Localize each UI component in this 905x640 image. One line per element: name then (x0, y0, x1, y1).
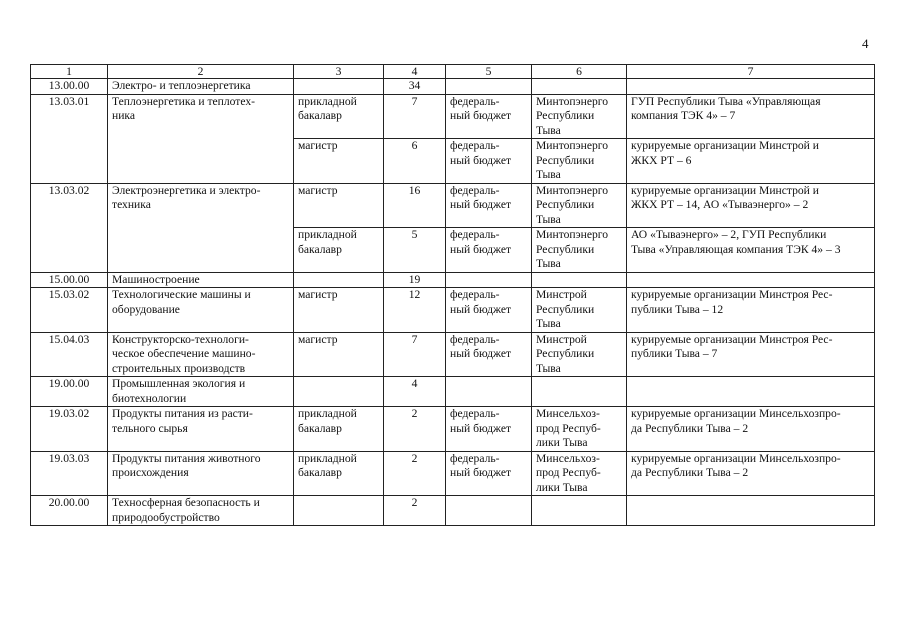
specialty-name-cell: Промышленная экология и биотехнологии (108, 377, 294, 407)
specialty-name-cell: Технологические машины и оборудование (108, 288, 294, 333)
specialty-name-cell: Теплоэнергетика и теплотех- ника (108, 94, 294, 183)
specialty-code-cell: 20.00.00 (31, 496, 108, 526)
qualification-level-cell: магистр (294, 332, 384, 377)
qualification-level-cell: магистр (294, 288, 384, 333)
specialty-code-cell: 13.03.02 (31, 183, 108, 272)
ministry-name-cell (532, 496, 627, 526)
funding-source-cell: федераль- ный бюджет (446, 183, 532, 228)
funding-source-cell: федераль- ный бюджет (446, 332, 532, 377)
table-row (31, 79, 875, 95)
column-header: 7 (627, 65, 875, 79)
column-header: 1 (31, 65, 108, 79)
qualification-level-cell: магистр (294, 139, 384, 184)
employer-organizations-cell (627, 496, 875, 526)
specialty-name-cell: Продукты питания из расти- тельного сырья (108, 407, 294, 452)
allocation-table (30, 64, 875, 526)
seat-count-cell: 2 (384, 407, 446, 452)
specialty-name-cell: Электроэнергетика и электро- техника (108, 183, 294, 272)
table-row (31, 377, 875, 407)
ministry-name-cell: Минсельхоз- прод Респуб- лики Тыва (532, 407, 627, 452)
ministry-name-cell: Минтопэнерго Республики Тыва (532, 228, 627, 273)
table-row (31, 272, 875, 288)
table-row (31, 332, 875, 377)
employer-organizations-cell: ГУП Республики Тыва «Управляющая компания ТЭК 4» – 7 (627, 94, 875, 139)
funding-source-cell: федераль- ный бюджет (446, 139, 532, 184)
seat-count-cell: 4 (384, 377, 446, 407)
funding-source-cell: федераль- ный бюджет (446, 451, 532, 496)
qualification-level-cell: магистр (294, 183, 384, 228)
employer-organizations-cell: курируемые организации Минсельхозпро- да Республики Тыва – 2 (627, 407, 875, 452)
ministry-name-cell: Минтопэнерго Республики Тыва (532, 139, 627, 184)
column-header: 5 (446, 65, 532, 79)
funding-source-cell: федераль- ный бюджет (446, 94, 532, 139)
seat-count-cell: 7 (384, 94, 446, 139)
seat-count-cell: 5 (384, 228, 446, 273)
column-number-row (31, 65, 875, 79)
employer-organizations-cell: курируемые организации Минстрой и ЖКХ РТ – 6 (627, 139, 875, 184)
ministry-name-cell (532, 377, 627, 407)
table-row (31, 183, 875, 228)
funding-source-cell: федераль- ный бюджет (446, 288, 532, 333)
funding-source-cell (446, 377, 532, 407)
specialty-code-cell: 19.00.00 (31, 377, 108, 407)
specialty-code-cell: 19.03.03 (31, 451, 108, 496)
seat-count-cell: 12 (384, 288, 446, 333)
employer-organizations-cell (627, 272, 875, 288)
qualification-level-cell (294, 377, 384, 407)
specialty-name-cell: Техносферная безопасность и природообустройство (108, 496, 294, 526)
specialty-name-cell: Электро- и теплоэнергетика (108, 79, 294, 95)
specialty-code-cell: 15.00.00 (31, 272, 108, 288)
ministry-name-cell (532, 79, 627, 95)
ministry-name-cell: Минтопэнерго Республики Тыва (532, 183, 627, 228)
qualification-level-cell (294, 496, 384, 526)
table-row (31, 451, 875, 496)
funding-source-cell (446, 79, 532, 95)
seat-count-cell: 19 (384, 272, 446, 288)
specialty-name-cell: Машиностроение (108, 272, 294, 288)
funding-source-cell (446, 272, 532, 288)
specialty-name-cell: Продукты питания животного происхождения (108, 451, 294, 496)
funding-source-cell (446, 496, 532, 526)
ministry-name-cell: Минтопэнерго Республики Тыва (532, 94, 627, 139)
qualification-level-cell (294, 79, 384, 95)
funding-source-cell: федераль- ный бюджет (446, 407, 532, 452)
employer-organizations-cell: курируемые организации Минстроя Рес- публики Тыва – 12 (627, 288, 875, 333)
employer-organizations-cell: АО «Тываэнерго» – 2, ГУП Республики Тыва «Управляющая компания ТЭК 4» – 3 (627, 228, 875, 273)
qualification-level-cell (294, 272, 384, 288)
employer-organizations-cell: курируемые организации Минстроя Рес- публики Тыва – 7 (627, 332, 875, 377)
column-header: 4 (384, 65, 446, 79)
qualification-level-cell: прикладной бакалавр (294, 94, 384, 139)
funding-source-cell: федераль- ный бюджет (446, 228, 532, 273)
seat-count-cell: 7 (384, 332, 446, 377)
qualification-level-cell: прикладной бакалавр (294, 407, 384, 452)
seat-count-cell: 6 (384, 139, 446, 184)
specialty-code-cell: 13.00.00 (31, 79, 108, 95)
employer-organizations-cell (627, 79, 875, 95)
column-header: 3 (294, 65, 384, 79)
ministry-name-cell: Минстрой Республики Тыва (532, 288, 627, 333)
ministry-name-cell: Минстрой Республики Тыва (532, 332, 627, 377)
seat-count-cell: 16 (384, 183, 446, 228)
column-header: 6 (532, 65, 627, 79)
specialty-code-cell: 15.04.03 (31, 332, 108, 377)
column-header: 2 (108, 65, 294, 79)
table-body (31, 79, 875, 526)
page-number: 4 (862, 36, 869, 51)
ministry-name-cell: Минсельхоз- прод Респуб- лики Тыва (532, 451, 627, 496)
table-row (31, 288, 875, 333)
specialty-code-cell: 15.03.02 (31, 288, 108, 333)
seat-count-cell: 2 (384, 496, 446, 526)
specialty-name-cell: Конструкторско-технологи- ческое обеспечение машино- строительных производств (108, 332, 294, 377)
ministry-name-cell (532, 272, 627, 288)
employer-organizations-cell: курируемые организации Минстрой и ЖКХ РТ – 14, АО «Тываэнерго» – 2 (627, 183, 875, 228)
table-row (31, 94, 875, 139)
seat-count-cell: 2 (384, 451, 446, 496)
table-row (31, 496, 875, 526)
employer-organizations-cell (627, 377, 875, 407)
specialty-code-cell: 13.03.01 (31, 94, 108, 183)
qualification-level-cell: прикладной бакалавр (294, 451, 384, 496)
qualification-level-cell: прикладной бакалавр (294, 228, 384, 273)
specialty-code-cell: 19.03.02 (31, 407, 108, 452)
table-row (31, 407, 875, 452)
employer-organizations-cell: курируемые организации Минсельхозпро- да Республики Тыва – 2 (627, 451, 875, 496)
seat-count-cell: 34 (384, 79, 446, 95)
